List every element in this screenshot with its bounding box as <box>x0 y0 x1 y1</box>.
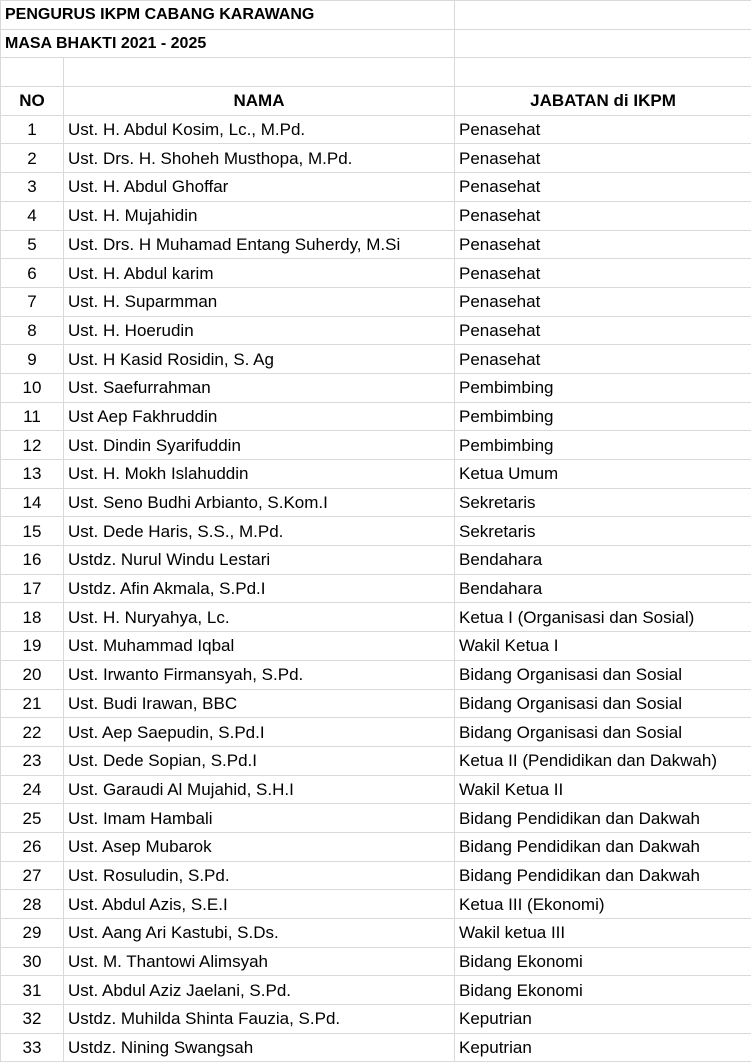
cell-nama[interactable]: Ust. Dindin Syarifuddin <box>64 431 455 460</box>
cell-no[interactable]: 22 <box>1 718 64 747</box>
cell-nama[interactable]: Ust. Abdul Aziz Jaelani, S.Pd. <box>64 976 455 1005</box>
table-row <box>1 746 751 775</box>
cell-nama[interactable]: Ust. H. Mujahidin <box>64 201 455 230</box>
table-row <box>1 832 751 861</box>
cell-no[interactable]: 13 <box>1 460 64 489</box>
table-row <box>1 574 751 603</box>
table-row <box>1 115 751 144</box>
table-row <box>1 460 751 489</box>
empty-cell[interactable] <box>1 58 64 87</box>
cell-nama[interactable]: Ust. Aep Saepudin, S.Pd.I <box>64 718 455 747</box>
cell-no[interactable]: 14 <box>1 488 64 517</box>
cell-no[interactable]: 23 <box>1 746 64 775</box>
header-nama[interactable]: NAMA <box>64 87 455 116</box>
cell-nama[interactable]: Ustdz. Nurul Windu Lestari <box>64 546 455 575</box>
cell-jabatan[interactable]: Keputrian <box>455 1033 751 1062</box>
cell-nama[interactable]: Ust. Rosuludin, S.Pd. <box>64 861 455 890</box>
cell-jabatan[interactable]: Bidang Pendidikan dan Dakwah <box>455 861 751 890</box>
cell-nama[interactable]: Ust. Seno Budhi Arbianto, S.Kom.I <box>64 488 455 517</box>
cell-jabatan[interactable]: Ketua II (Pendidikan dan Dakwah) <box>455 746 751 775</box>
table-row <box>1 517 751 546</box>
cell-jabatan[interactable]: Ketua Umum <box>455 460 751 489</box>
cell-jabatan[interactable]: Pembimbing <box>455 373 751 402</box>
cell-nama[interactable]: Ust. Dede Haris, S.S., M.Pd. <box>64 517 455 546</box>
cell-nama[interactable]: Ust. Dede Sopian, S.Pd.I <box>64 746 455 775</box>
cell-no[interactable]: 8 <box>1 316 64 345</box>
cell-jabatan[interactable]: Penasehat <box>455 259 751 288</box>
cell-jabatan[interactable]: Bendahara <box>455 546 751 575</box>
title-row-2 <box>1 29 751 58</box>
table-row <box>1 689 751 718</box>
cell-no[interactable]: 4 <box>1 201 64 230</box>
cell-no[interactable]: 19 <box>1 632 64 661</box>
cell-no[interactable]: 2 <box>1 144 64 173</box>
cell-no[interactable]: 29 <box>1 919 64 948</box>
cell-jabatan[interactable]: Sekretaris <box>455 517 751 546</box>
cell-jabatan[interactable]: Wakil Ketua II <box>455 775 751 804</box>
table-row <box>1 431 751 460</box>
cell-no[interactable]: 6 <box>1 259 64 288</box>
cell-no[interactable]: 28 <box>1 890 64 919</box>
cell-nama[interactable]: Ust. H. Mokh Islahuddin <box>64 460 455 489</box>
cell-no[interactable]: 31 <box>1 976 64 1005</box>
cell-nama[interactable]: Ust. H. Nuryahya, Lc. <box>64 603 455 632</box>
cell-no[interactable]: 27 <box>1 861 64 890</box>
cell-nama[interactable]: Ust. Imam Hambali <box>64 804 455 833</box>
table-row <box>1 373 751 402</box>
table-row <box>1 402 751 431</box>
table-row <box>1 718 751 747</box>
header-no[interactable]: NO <box>1 87 64 116</box>
cell-jabatan[interactable]: Penasehat <box>455 173 751 202</box>
cell-jabatan[interactable]: Bidang Pendidikan dan Dakwah <box>455 832 751 861</box>
cell-jabatan[interactable]: Keputrian <box>455 1005 751 1034</box>
cell-no[interactable]: 3 <box>1 173 64 202</box>
cell-nama[interactable]: Ust. Aang Ari Kastubi, S.Ds. <box>64 919 455 948</box>
cell-no[interactable]: 17 <box>1 574 64 603</box>
cell-jabatan[interactable]: Penasehat <box>455 230 751 259</box>
table-row <box>1 603 751 632</box>
table-row <box>1 144 751 173</box>
cell-jabatan[interactable]: Ketua III (Ekonomi) <box>455 890 751 919</box>
cell-nama[interactable]: Ust. Irwanto Firmansyah, S.Pd. <box>64 660 455 689</box>
cell-jabatan[interactable]: Sekretaris <box>455 488 751 517</box>
cell-nama[interactable]: Ust. H. Abdul Kosim, Lc., M.Pd. <box>64 115 455 144</box>
blank-row <box>1 58 751 87</box>
header-jabatan[interactable]: JABATAN di IKPM <box>455 87 751 116</box>
empty-cell[interactable] <box>455 1 751 30</box>
cell-jabatan[interactable]: Penasehat <box>455 144 751 173</box>
cell-jabatan[interactable]: Bidang Ekonomi <box>455 947 751 976</box>
cell-no[interactable]: 33 <box>1 1033 64 1062</box>
cell-no[interactable]: 11 <box>1 402 64 431</box>
cell-jabatan[interactable]: Wakil Ketua I <box>455 632 751 661</box>
cell-no[interactable]: 1 <box>1 115 64 144</box>
cell-jabatan[interactable]: Bendahara <box>455 574 751 603</box>
table-row <box>1 488 751 517</box>
cell-nama[interactable]: Ust. Drs. H. Shoheh Musthopa, M.Pd. <box>64 144 455 173</box>
cell-nama[interactable]: Ust Aep Fakhruddin <box>64 402 455 431</box>
cell-nama[interactable]: Ust. Budi Irawan, BBC <box>64 689 455 718</box>
cell-no[interactable]: 20 <box>1 660 64 689</box>
cell-jabatan[interactable]: Bidang Organisasi dan Sosial <box>455 660 751 689</box>
cell-nama[interactable]: Ust. H. Abdul Ghoffar <box>64 173 455 202</box>
sheet-title[interactable]: PENGURUS IKPM CABANG KARAWANG <box>1 1 455 30</box>
table-row <box>1 632 751 661</box>
cell-nama[interactable]: Ust. H. Hoerudin <box>64 316 455 345</box>
table-row <box>1 230 751 259</box>
cell-no[interactable]: 10 <box>1 373 64 402</box>
table-row <box>1 1033 751 1062</box>
cell-jabatan[interactable]: Penasehat <box>455 316 751 345</box>
cell-nama[interactable]: Ustdz. Nining Swangsah <box>64 1033 455 1062</box>
cell-no[interactable]: 5 <box>1 230 64 259</box>
cell-no[interactable]: 7 <box>1 287 64 316</box>
cell-jabatan[interactable]: Pembimbing <box>455 402 751 431</box>
cell-no[interactable]: 30 <box>1 947 64 976</box>
cell-no[interactable]: 21 <box>1 689 64 718</box>
cell-nama[interactable]: Ust. M. Thantowi Alimsyah <box>64 947 455 976</box>
cell-no[interactable]: 16 <box>1 546 64 575</box>
cell-no[interactable]: 25 <box>1 804 64 833</box>
table-row <box>1 287 751 316</box>
cell-nama[interactable]: Ust. H. Suparmman <box>64 287 455 316</box>
cell-nama[interactable]: Ust. Muhammad Iqbal <box>64 632 455 661</box>
table-row <box>1 919 751 948</box>
table-row <box>1 259 751 288</box>
empty-cell[interactable] <box>455 29 751 58</box>
cell-nama[interactable]: Ust. Drs. H Muhamad Entang Suherdy, M.Si <box>64 230 455 259</box>
cell-nama[interactable]: Ustdz. Muhilda Shinta Fauzia, S.Pd. <box>64 1005 455 1034</box>
table-row <box>1 345 751 374</box>
table-row <box>1 660 751 689</box>
table-row <box>1 804 751 833</box>
cell-jabatan[interactable]: Bidang Pendidikan dan Dakwah <box>455 804 751 833</box>
table-row <box>1 890 751 919</box>
cell-jabatan[interactable]: Bidang Organisasi dan Sosial <box>455 689 751 718</box>
cell-no[interactable]: 32 <box>1 1005 64 1034</box>
cell-jabatan[interactable]: Penasehat <box>455 201 751 230</box>
table-row <box>1 947 751 976</box>
cell-jabatan[interactable]: Bidang Organisasi dan Sosial <box>455 718 751 747</box>
cell-jabatan[interactable]: Penasehat <box>455 345 751 374</box>
table-row <box>1 173 751 202</box>
cell-no[interactable]: 9 <box>1 345 64 374</box>
table-body <box>1 1 751 1062</box>
cell-jabatan[interactable]: Bidang Ekonomi <box>455 976 751 1005</box>
table-row <box>1 976 751 1005</box>
cell-nama[interactable]: Ust. Saefurrahman <box>64 373 455 402</box>
cell-no[interactable]: 12 <box>1 431 64 460</box>
cell-nama[interactable]: Ust. Asep Mubarok <box>64 832 455 861</box>
header-row <box>1 87 751 116</box>
title-row-1 <box>1 1 751 30</box>
empty-cell[interactable] <box>64 58 455 87</box>
cell-nama[interactable]: Ust. Garaudi Al Mujahid, S.H.I <box>64 775 455 804</box>
cell-jabatan[interactable]: Ketua I (Organisasi dan Sosial) <box>455 603 751 632</box>
cell-jabatan[interactable]: Wakil ketua III <box>455 919 751 948</box>
cell-jabatan[interactable]: Pembimbing <box>455 431 751 460</box>
table-row <box>1 775 751 804</box>
cell-no[interactable]: 18 <box>1 603 64 632</box>
table-row <box>1 861 751 890</box>
cell-nama[interactable]: Ust. H. Abdul karim <box>64 259 455 288</box>
cell-no[interactable]: 26 <box>1 832 64 861</box>
cell-nama[interactable]: Ustdz. Afin Akmala, S.Pd.I <box>64 574 455 603</box>
cell-nama[interactable]: Ust. Abdul Azis, S.E.I <box>64 890 455 919</box>
cell-jabatan[interactable]: Penasehat <box>455 287 751 316</box>
cell-no[interactable]: 24 <box>1 775 64 804</box>
cell-nama[interactable]: Ust. H Kasid Rosidin, S. Ag <box>64 345 455 374</box>
table-row <box>1 201 751 230</box>
empty-cell[interactable] <box>455 58 751 87</box>
table-row <box>1 1005 751 1034</box>
table-row <box>1 546 751 575</box>
sheet-subtitle[interactable]: MASA BHAKTI 2021 - 2025 <box>1 29 455 58</box>
table-row <box>1 316 751 345</box>
cell-no[interactable]: 15 <box>1 517 64 546</box>
cell-jabatan[interactable]: Penasehat <box>455 115 751 144</box>
